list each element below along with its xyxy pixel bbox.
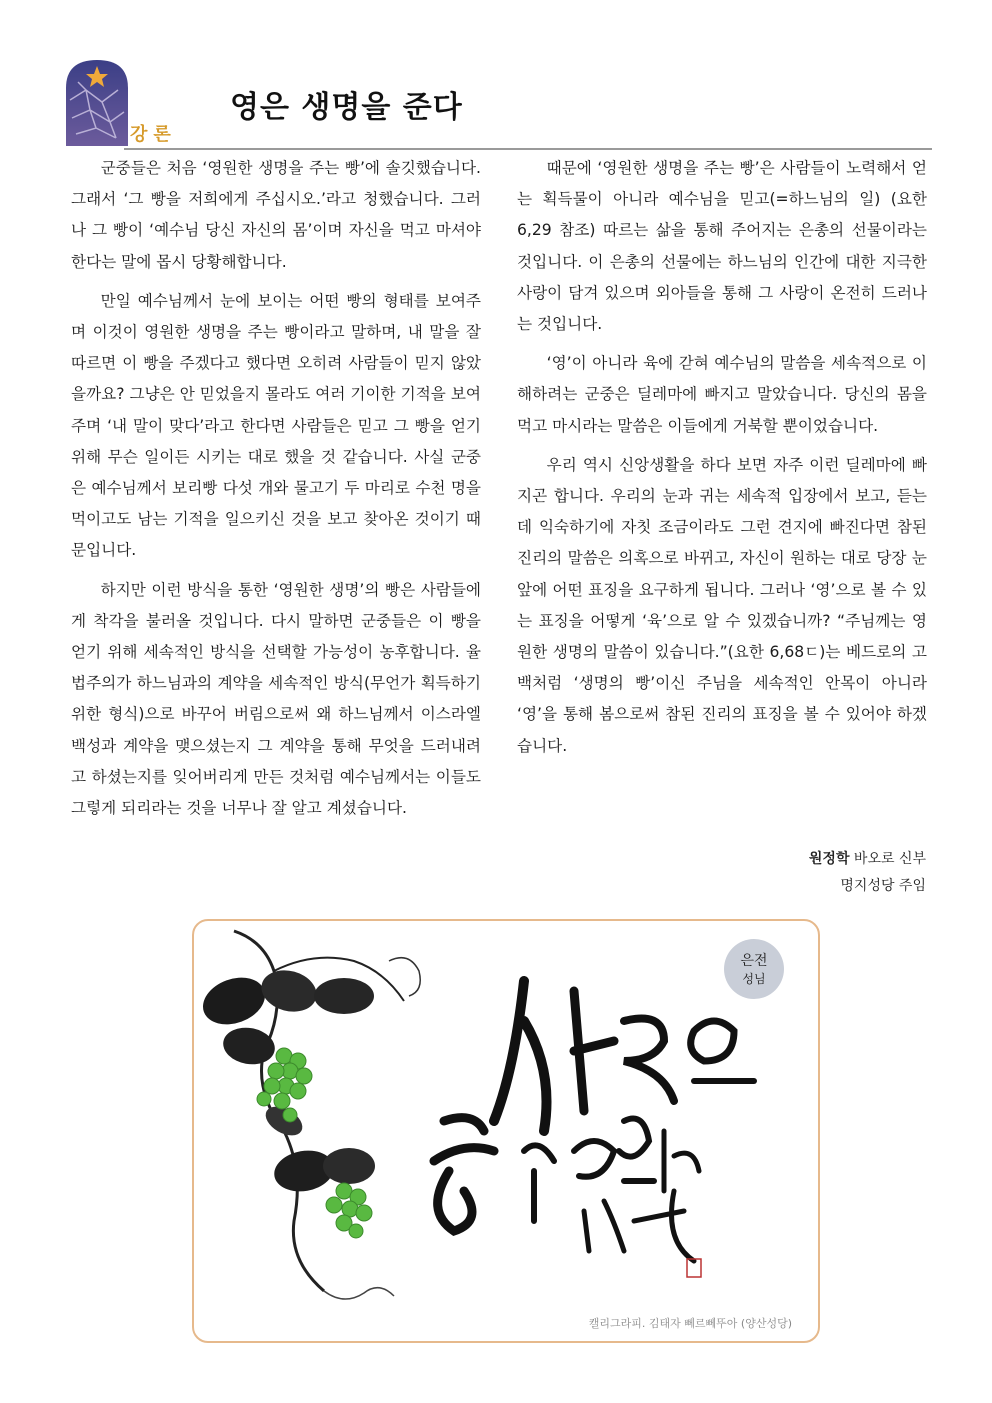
author-role: 명지성당 주임 bbox=[840, 878, 926, 894]
article-paragraph: 우리 역시 신앙생활을 하다 보면 자주 이런 딜레마에 빠지곤 합니다. 우리의 눈과 귀는 세속적 입장에서 보고, 듣는 데 익숙하기에 자칫 조금이라도 그런 견지에 빠진다면 참된 진리의 말씀은 의혹으로 바뀌고, 자신이 원하는 대로 당장 눈앞에 어떤 표징을 요구하게 됩니다. 그러나 ‘영’으로 볼 수 있는 표징을 어떻게 ‘육’으로 알 수 있겠습니까? “주님께는 영원한 생명의 말씀이 있습니다.”(요한 6,68ㄷ)는 베드로의 고백처럼 ‘생명의 빵’이신 주님을 세속적인 안목이 아니라 ‘영’을 통해 봄으로써 참된 진리의 표징을 볼 수 있어야 하겠습니다. bbox=[517, 455, 927, 755]
author-title: 바오로 신부 bbox=[853, 851, 926, 867]
stained-glass-icon bbox=[66, 60, 128, 146]
svg-text:은전: 은전 bbox=[740, 953, 768, 969]
header bbox=[66, 60, 932, 152]
svg-text:성님: 성님 bbox=[742, 972, 766, 986]
author-signature bbox=[809, 846, 926, 900]
article-left-column bbox=[71, 153, 481, 832]
article-paragraph: 군중들은 처음 ‘영원한 생명을 주는 빵’에 솔깃했습니다. 그래서 ‘그 빵을 저희에게 주십시오.’라고 청했습니다. 그러나 그 빵이 ‘예수님 당신 자신의 몸’이며 자신을 먹고 마셔야 한다는 말에 몹시 당황해합니다. bbox=[71, 159, 481, 271]
artwork-caption: 캘리그라피. 김태자 뻬르뻬뚜아 (양산성당) bbox=[588, 1317, 792, 1330]
section-label: 강론 bbox=[130, 124, 177, 145]
artist-seal-icon bbox=[724, 939, 784, 999]
header-divider bbox=[124, 148, 932, 150]
calligraphy-artwork bbox=[192, 919, 820, 1343]
article-paragraph: 때문에 ‘영원한 생명을 주는 빵’은 사람들이 노력해서 얻는 획득물이 아니라 예수님을 믿고(=하느님의 일) (요한 6,29 참조) 따르는 삶을 통해 주어지는 은총의 선물이라는 것입니다. 이 은총의 선물에는 하느님의 인간에 대한 지극한 사랑이 담겨 있으며 외아들을 통해 그 사랑이 온전히 드러나는 것입니다. bbox=[517, 159, 927, 334]
article-paragraph: 만일 예수님께서 눈에 보이는 어떤 빵의 형태를 보여주며 이것이 영원한 생명을 주는 빵이라고 말하며, 내 말을 잘 따르면 이 빵을 주겠다고 했다면 오히려 사람들이 믿지 않았을까요? 그냥은 안 믿었을지 몰라도 여러 기이한 기적을 보여주며 ‘내 말이 맞다’라고 한다면 사람들은 믿고 그 빵을 얻기 위해 무슨 일이든 시키는 대로 했을 것 같습니다. 사실 군중은 예수님께서 보리빵 다섯 개와 물고기 두 마리로 수천 명을 먹이고도 남는 기적을 일으키신 것을 보고 찾아온 것이기 때문입니다. bbox=[71, 291, 481, 560]
article-right-column bbox=[517, 153, 927, 770]
page-title: 영은 생명을 준다 bbox=[230, 90, 463, 125]
article-paragraph: ‘영’이 아니라 육에 갇혀 예수님의 말씀을 세속적으로 이해하려는 군중은 딜레마에 빠지고 말았습니다. 당신의 몸을 먹고 마시라는 말씀은 이들에게 거북할 뿐이었습니다. bbox=[517, 354, 927, 435]
grapevine-illustration bbox=[194, 921, 818, 1341]
author-name: 원정학 bbox=[808, 851, 850, 867]
article-paragraph: 하지만 이런 방식을 통한 ‘영원한 생명’의 빵은 사람들에게 착각을 불러올 것입니다. 다시 말하면 군중들은 이 빵을 얻기 위해 세속적인 방식을 선택할 가능성이 농후합니다. 율법주의가 하느님과의 계약을 세속적인 방식(무언가 획득하기 위한 형식)으로 바꾸어 버림으로써 왜 하느님께서 이스라엘 백성과 계약을 맺으셨는지 그 계약을 통해 무엇을 드러내려고 하셨는지를 잊어버리게 만든 것처럼 예수님께서는 이들도 그렇게 되리라는 것을 너무나 잘 알고 계셨습니다. bbox=[71, 580, 481, 818]
